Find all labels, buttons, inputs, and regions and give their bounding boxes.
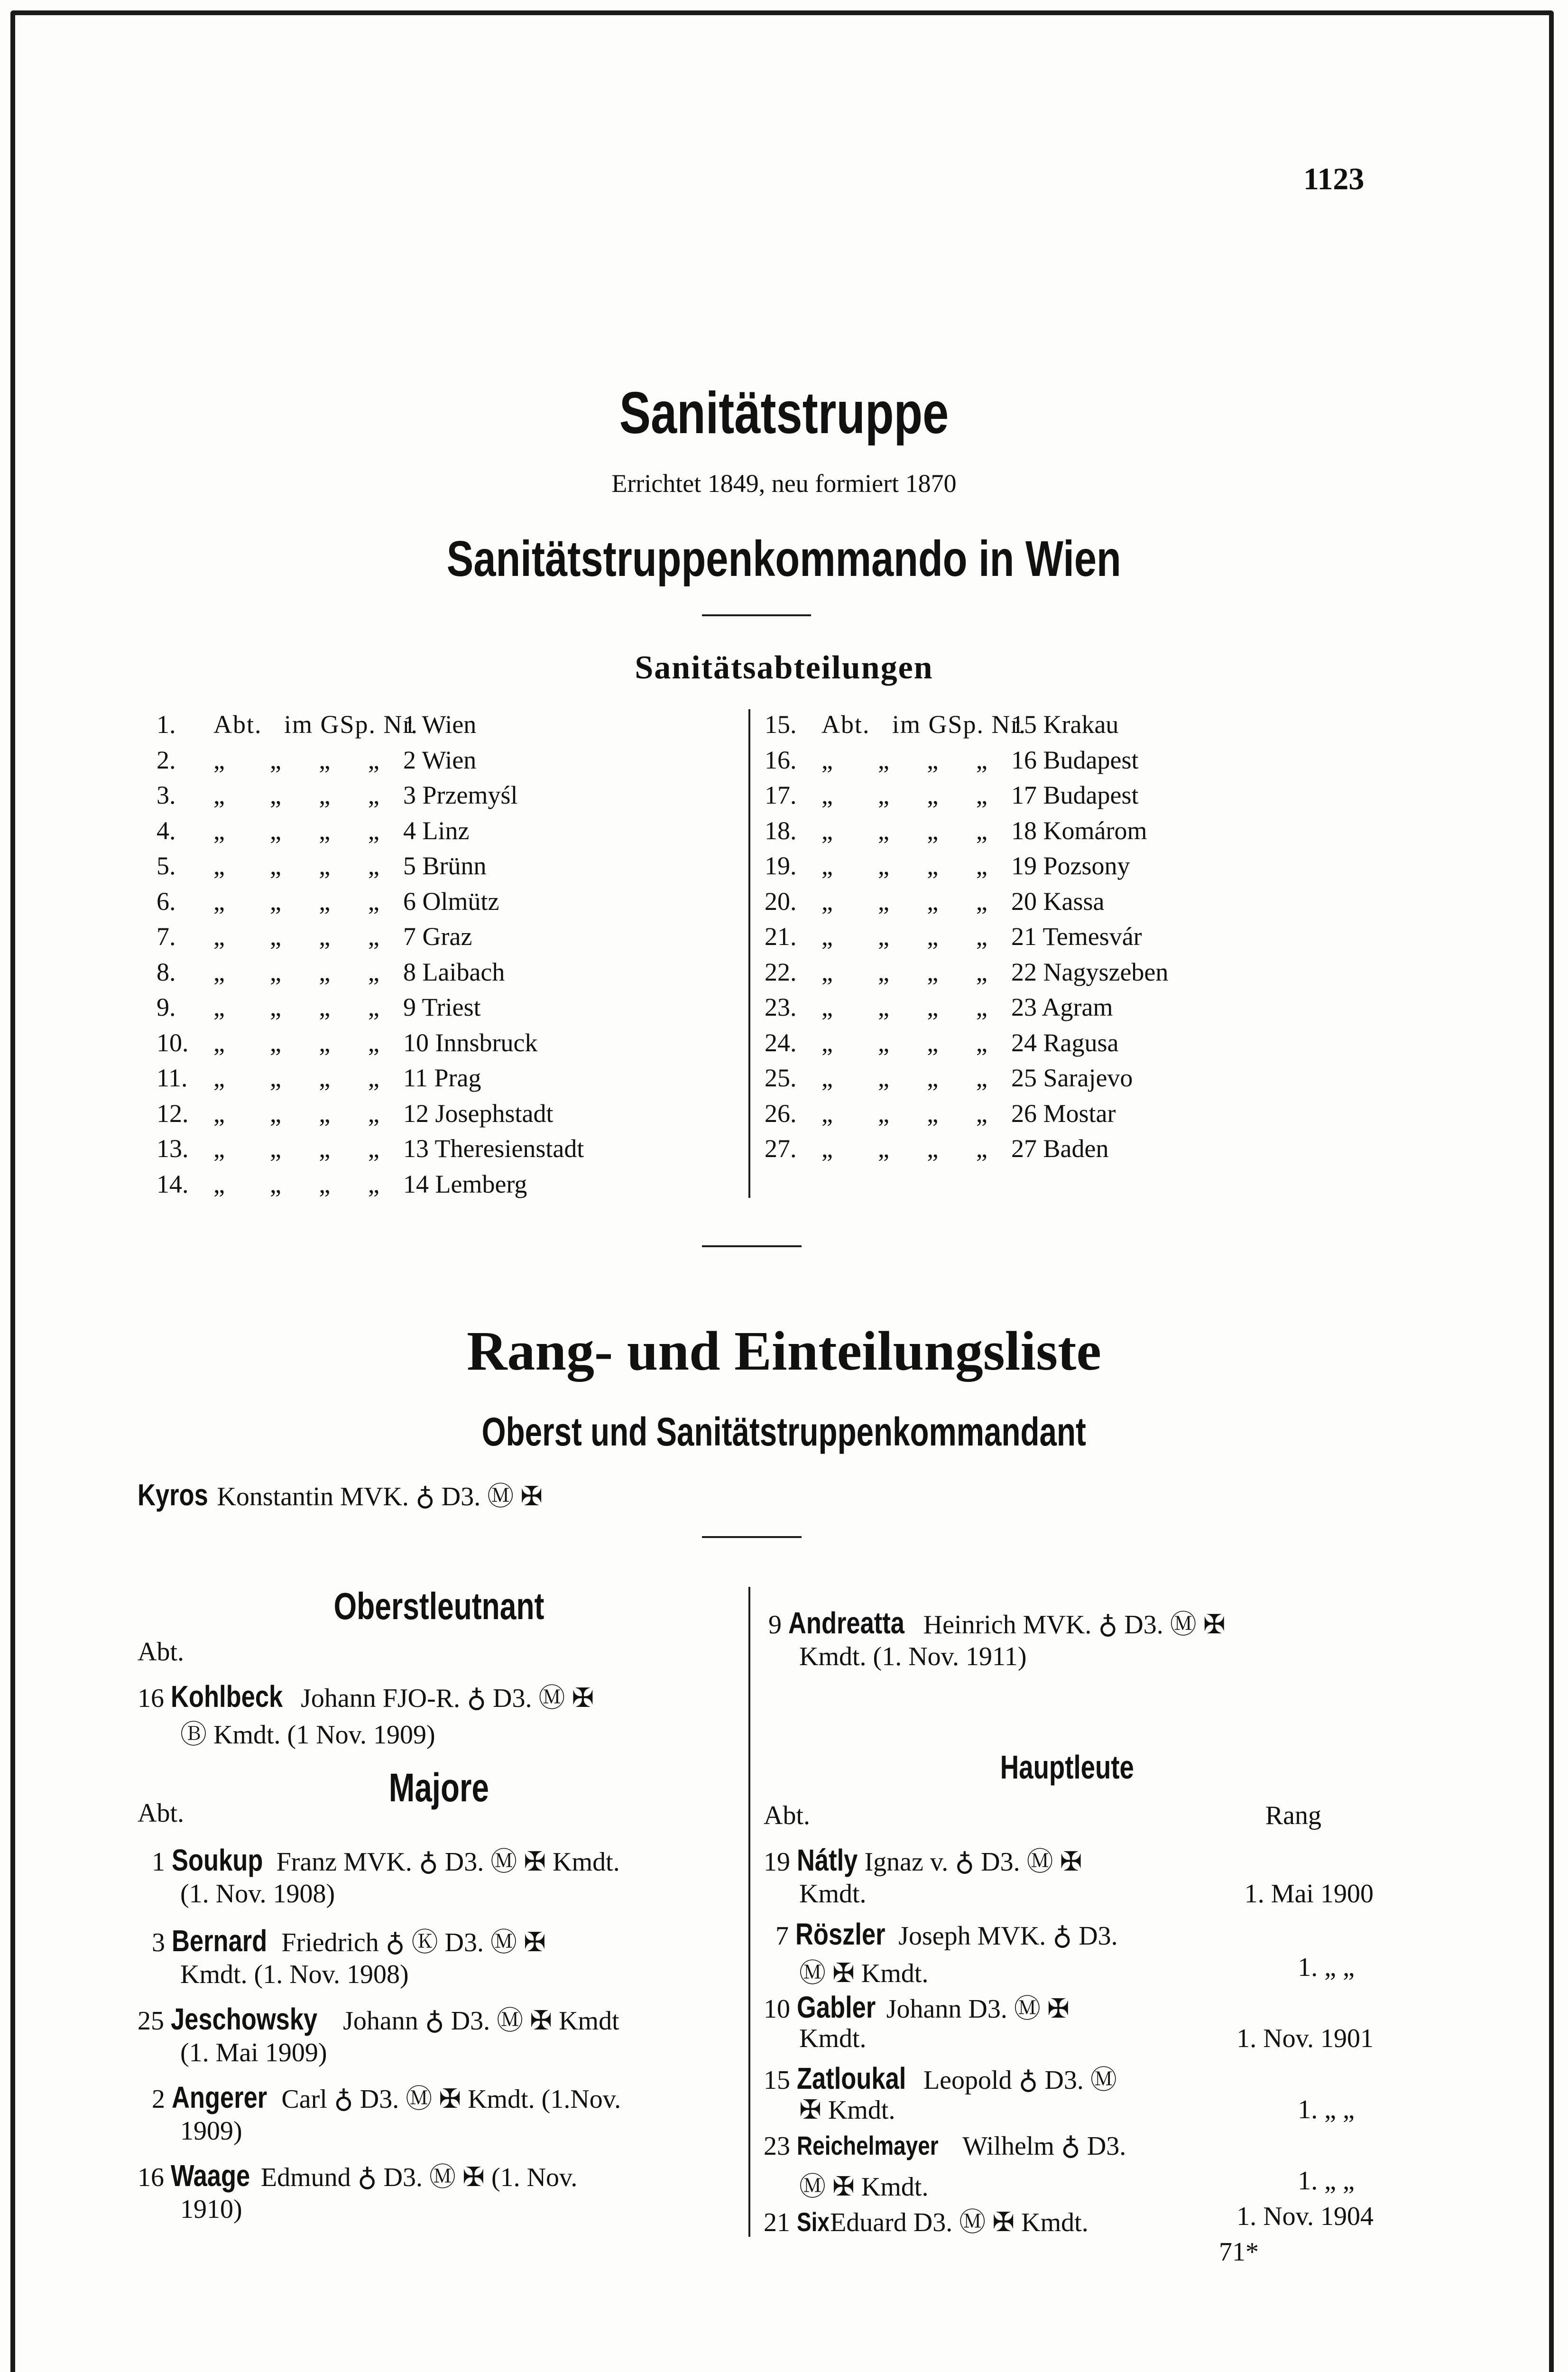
officer-details: Heinrich MVK. ♁ D3. Ⓜ ✠	[923, 1610, 1226, 1640]
garrison-place: 15 Krakau	[1011, 710, 1119, 739]
officer-details: Joseph MVK. ♁ D3.	[898, 1921, 1118, 1951]
unit-number: 1.	[157, 710, 176, 739]
unit-number: 2.	[157, 745, 176, 774]
unit-row	[765, 919, 1168, 954]
garrison-place: 17 Budapest	[1011, 781, 1139, 809]
officer-entry-cont: Ⓜ ✠ Kmdt.	[799, 1959, 929, 1988]
officer-entry-cont: ✠ Kmdt.	[799, 2095, 895, 2125]
garrison-place: 24 Ragusa	[1011, 1028, 1119, 1057]
rank-date: 1. „ „	[1298, 2095, 1355, 2124]
officer-entry-cont: Kmdt. (1. Nov. 1908)	[180, 1960, 409, 1989]
unit-designation: „ „ „ „	[821, 1064, 988, 1092]
officer-details: Johann FJO-R. ♁ D3. Ⓜ ✠	[301, 1684, 594, 1713]
unit-row	[157, 1060, 584, 1096]
abt-number: 3	[152, 1928, 165, 1957]
garrison-place: 4 Linz	[403, 816, 470, 845]
officer-entry-cont: Kmdt.	[799, 2024, 867, 2053]
unit-number: 8.	[157, 957, 176, 986]
unit-designation: „ „ „ „	[213, 957, 380, 986]
unit-number: 27.	[765, 1134, 797, 1163]
unit-row	[765, 1131, 1168, 1167]
signature-mark: 71*	[1219, 2237, 1259, 2267]
column-divider	[748, 1587, 750, 2237]
unit-designation: „ „ „ „	[213, 922, 380, 951]
divider-rule	[702, 614, 811, 616]
garrison-place: 12 Josephstadt	[403, 1099, 553, 1128]
command-heading: Sanitätstruppenkommando in Wien	[446, 531, 1122, 587]
garrison-place: 26 Mostar	[1011, 1099, 1116, 1128]
officer-name: Angerer	[172, 2080, 267, 2114]
unit-row	[765, 1060, 1168, 1096]
unit-row	[157, 742, 584, 778]
officer-details: Eduard D3. Ⓜ ✠ Kmdt.	[830, 2208, 1088, 2237]
abt-number: 23	[764, 2131, 790, 2161]
unit-number: 6.	[157, 887, 176, 916]
unit-number: 13.	[157, 1134, 189, 1163]
garrison-place: 14 Lemberg	[403, 1169, 527, 1198]
officer-name: Gabler	[797, 1990, 876, 2024]
section-heading: Sanitätsabteilungen	[635, 649, 933, 686]
garrison-place: 10 Innsbruck	[403, 1028, 538, 1057]
rang-label: Rang	[1265, 1801, 1321, 1830]
unit-number: 3.	[157, 781, 176, 809]
unit-number: 23.	[765, 993, 797, 1021]
officer-name: Nátly	[797, 1843, 858, 1877]
officer-details: Johann ♁ D3. Ⓜ ✠ Kmdt	[343, 2006, 619, 2036]
unit-number: 18.	[765, 816, 797, 845]
unit-designation: „ „ „ „	[213, 993, 380, 1021]
officer-entry-cont: (1. Mai 1909)	[180, 2038, 327, 2067]
unit-row	[157, 919, 584, 954]
unit-number: 24.	[765, 1028, 797, 1057]
unit-designation: „ „ „ „	[213, 887, 380, 916]
abt-number: 25	[138, 2006, 164, 2036]
abt-number: 19	[764, 1847, 790, 1877]
unit-designation: „ „ „ „	[213, 816, 380, 845]
officer-details: Leopold ♁ D3. Ⓜ	[923, 2066, 1117, 2095]
unit-row	[157, 1131, 584, 1167]
abt-number: 7	[775, 1921, 789, 1951]
unit-number: 5.	[157, 852, 176, 880]
officer-entry	[138, 2000, 619, 2038]
officer-entry-cont: Ⓑ Kmdt. (1 Nov. 1909)	[180, 1720, 435, 1750]
abt-number: 2	[152, 2085, 165, 2114]
unit-designation: „ „ „ „	[213, 1064, 380, 1092]
unit-designation: „ „ „ „	[821, 957, 988, 986]
divider-rule	[702, 1536, 802, 1538]
unit-row	[157, 848, 584, 884]
garrison-place: 21 Temesvár	[1011, 922, 1142, 951]
unit-designation: „ „ „ „	[213, 852, 380, 880]
divider-rule	[702, 1245, 802, 1247]
officer-entry	[764, 1988, 1070, 2026]
unit-number: 11.	[157, 1064, 188, 1092]
abt-number: 9	[768, 1610, 782, 1640]
officer-details: Edmund ♁ D3. Ⓜ ✠ (1. Nov.	[260, 2163, 578, 2192]
page-subtitle: Errichtet 1849, neu formiert 1870	[611, 469, 957, 498]
unit-number: 19.	[765, 852, 797, 880]
rank-date: 1. Nov. 1901	[1236, 2024, 1374, 2053]
abt-label: Abt.	[764, 1801, 810, 1830]
unit-designation: „ „ „ „	[821, 1028, 988, 1057]
abt-label: Abt.	[138, 1798, 184, 1828]
rank-date: 1. Mai 1900	[1244, 1879, 1374, 1909]
unit-number: 4.	[157, 816, 176, 845]
units-right-column	[765, 707, 1168, 1167]
garrison-place: 1 Wien	[403, 710, 477, 739]
officer-details: Konstantin MVK. ♁ D3. Ⓜ ✠	[217, 1482, 543, 1511]
officer-entry-cont: Kmdt. (1. Nov. 1911)	[799, 1642, 1027, 1671]
garrison-place: 6 Olmütz	[403, 887, 499, 916]
garrison-place: 2 Wien	[403, 745, 477, 774]
page-number: 1123	[1303, 162, 1365, 196]
unit-row	[157, 1096, 584, 1131]
garrison-place: 19 Pozsony	[1011, 852, 1130, 880]
officer-entry-cont: 1910)	[180, 2195, 242, 2224]
unit-designation: „ „ „ „	[213, 1134, 380, 1163]
officer-details: Ignaz v. ♁ D3. Ⓜ ✠	[864, 1847, 1082, 1877]
garrison-place: 7 Graz	[403, 922, 472, 951]
unit-designation: „ „ „ „	[821, 1099, 988, 1128]
rank-date: 1. „ „	[1298, 2166, 1355, 2196]
garrison-place: 20 Kassa	[1011, 887, 1105, 916]
unit-designation: „ „ „ „	[821, 852, 988, 880]
unit-row	[157, 1025, 584, 1061]
officer-name: Bernard	[172, 1924, 267, 1958]
officer-details: Carl ♁ D3. Ⓜ ✠ Kmdt. (1.Nov.	[281, 2085, 621, 2114]
officer-entry	[764, 1841, 1082, 1879]
hauptleute-heading: Hauptleute	[1000, 1749, 1134, 1786]
officer-entry	[138, 1677, 594, 1715]
unit-designation: „ „ „ „	[821, 1134, 988, 1163]
unit-number: 26.	[765, 1099, 797, 1128]
unit-number: 21.	[765, 922, 797, 951]
officer-entry-cont: 1909)	[180, 2116, 242, 2146]
officer-entry-cont: (1. Nov. 1908)	[180, 1879, 335, 1909]
officer-details: Franz MVK. ♁ D3. Ⓜ ✠ Kmdt.	[276, 1847, 620, 1877]
unit-designation: „ „ „ „	[821, 745, 988, 774]
abt-number: 21	[764, 2208, 790, 2237]
garrison-place: 16 Budapest	[1011, 745, 1139, 774]
rank-date: 1. Nov. 1904	[1236, 2202, 1374, 2231]
officer-entry	[775, 1917, 1118, 1952]
officer-name: Soukup	[172, 1843, 263, 1877]
garrison-place: 18 Komárom	[1011, 816, 1147, 845]
unit-row	[765, 848, 1168, 884]
abt-number: 16	[138, 2163, 164, 2192]
abt-number: 1	[152, 1847, 165, 1877]
garrison-place: 13 Theresienstadt	[403, 1134, 584, 1163]
officer-name: Jeschowsky	[171, 2002, 318, 2036]
unit-row	[157, 778, 584, 813]
unit-number: 15.	[765, 710, 797, 739]
officer-entry	[138, 2156, 577, 2194]
unit-designation: „ „ „ „	[213, 1099, 380, 1128]
rank-date: 1. „ „	[1298, 1953, 1355, 1982]
officer-entry	[764, 2130, 1126, 2161]
garrison-place: 11 Prag	[403, 1064, 481, 1092]
officer-details: Wilhelm ♁ D3.	[962, 2131, 1126, 2161]
unit-row	[765, 742, 1168, 778]
unit-row	[157, 884, 584, 919]
unit-designation: „ „ „ „	[213, 1169, 380, 1198]
unit-row	[765, 813, 1168, 849]
unit-number: 25.	[765, 1064, 797, 1092]
garrison-place: 25 Sarajevo	[1011, 1064, 1133, 1092]
abt-number: 10	[764, 1994, 790, 2024]
officer-details: Friedrich ♁ Ⓚ D3. Ⓜ ✠	[281, 1928, 546, 1957]
unit-row	[765, 707, 1168, 742]
unit-designation: „ „ „ „	[821, 816, 988, 845]
unit-row	[157, 707, 584, 742]
officer-entry	[152, 2078, 621, 2116]
unit-number: 12.	[157, 1099, 189, 1128]
units-left-column	[157, 707, 584, 1202]
officer-entry	[764, 2201, 1088, 2239]
unit-designation: „ „ „ „	[821, 781, 988, 809]
officer-entry	[152, 1921, 546, 1959]
column-divider	[748, 709, 750, 1198]
officer-entry-cont: Kmdt.	[799, 1879, 867, 1909]
unit-number: 14.	[157, 1169, 189, 1198]
unit-row	[765, 1096, 1168, 1131]
garrison-place: 27 Baden	[1011, 1134, 1109, 1163]
garrison-place: 3 Przemyśl	[403, 781, 518, 809]
unit-designation: „ „ „ „	[821, 922, 988, 951]
kyros-entry	[138, 1475, 543, 1513]
abt-label: Abt.	[138, 1637, 184, 1667]
garrison-place: 8 Laibach	[403, 957, 505, 986]
unit-designation: „ „ „ „	[821, 887, 988, 916]
unit-designation: Abt. im GSp. Nr.	[213, 710, 419, 739]
majore-heading: Majore	[388, 1765, 489, 1810]
garrison-place: 23 Agram	[1011, 993, 1113, 1021]
unit-row	[157, 1167, 584, 1202]
rang-subtitle: Oberst und Sanitätstruppenkommandant	[481, 1409, 1087, 1454]
garrison-place: 9 Triest	[403, 993, 481, 1021]
officer-entry-cont: Ⓜ ✠ Kmdt.	[799, 2172, 929, 2202]
abt-number: 16	[138, 1684, 164, 1713]
unit-row	[765, 884, 1168, 919]
officer-name: Reichelmayer	[797, 2131, 939, 2160]
officer-name: Andreatta	[788, 1606, 904, 1640]
officer-name: Six	[797, 2207, 830, 2237]
unit-designation: „ „ „ „	[213, 1028, 380, 1057]
unit-designation: „ „ „ „	[213, 781, 380, 809]
unit-designation: „ „ „ „	[213, 745, 380, 774]
unit-row	[157, 954, 584, 990]
unit-number: 9.	[157, 993, 176, 1021]
unit-designation: „ „ „ „	[821, 993, 988, 1021]
unit-number: 22.	[765, 957, 797, 986]
unit-row	[157, 990, 584, 1025]
oberstleutnant-heading: Oberstleutnant	[333, 1585, 544, 1627]
officer-entry	[768, 1603, 1226, 1641]
unit-number: 16.	[765, 745, 797, 774]
unit-row	[765, 1025, 1168, 1061]
officer-name: Waage	[171, 2159, 250, 2193]
officer-name: Kohlbeck	[171, 1679, 283, 1714]
garrison-place: 5 Brünn	[403, 852, 487, 880]
officer-name: Zatloukal	[797, 2061, 906, 2095]
unit-number: 20.	[765, 887, 797, 916]
officer-entry	[152, 1841, 620, 1879]
abt-number: 15	[764, 2066, 790, 2095]
garrison-place: 22 Nagyszeben	[1011, 957, 1169, 986]
officer-name: Kyros	[138, 1478, 208, 1512]
unit-row	[765, 954, 1168, 990]
unit-row	[157, 813, 584, 849]
officer-details: Johann D3. Ⓜ ✠	[886, 1994, 1070, 2024]
officer-name: Röszler	[795, 1917, 885, 1951]
page-title: Sanitätstruppe	[619, 380, 949, 446]
rang-title: Rang- und Einteilungsliste	[467, 1320, 1101, 1382]
unit-row	[765, 778, 1168, 813]
unit-designation: Abt. im GSp. Nr.	[821, 710, 1027, 739]
unit-number: 10.	[157, 1028, 189, 1057]
unit-number: 17.	[765, 781, 797, 809]
unit-row	[765, 990, 1168, 1025]
officer-entry	[764, 2059, 1117, 2097]
unit-number: 7.	[157, 922, 176, 951]
